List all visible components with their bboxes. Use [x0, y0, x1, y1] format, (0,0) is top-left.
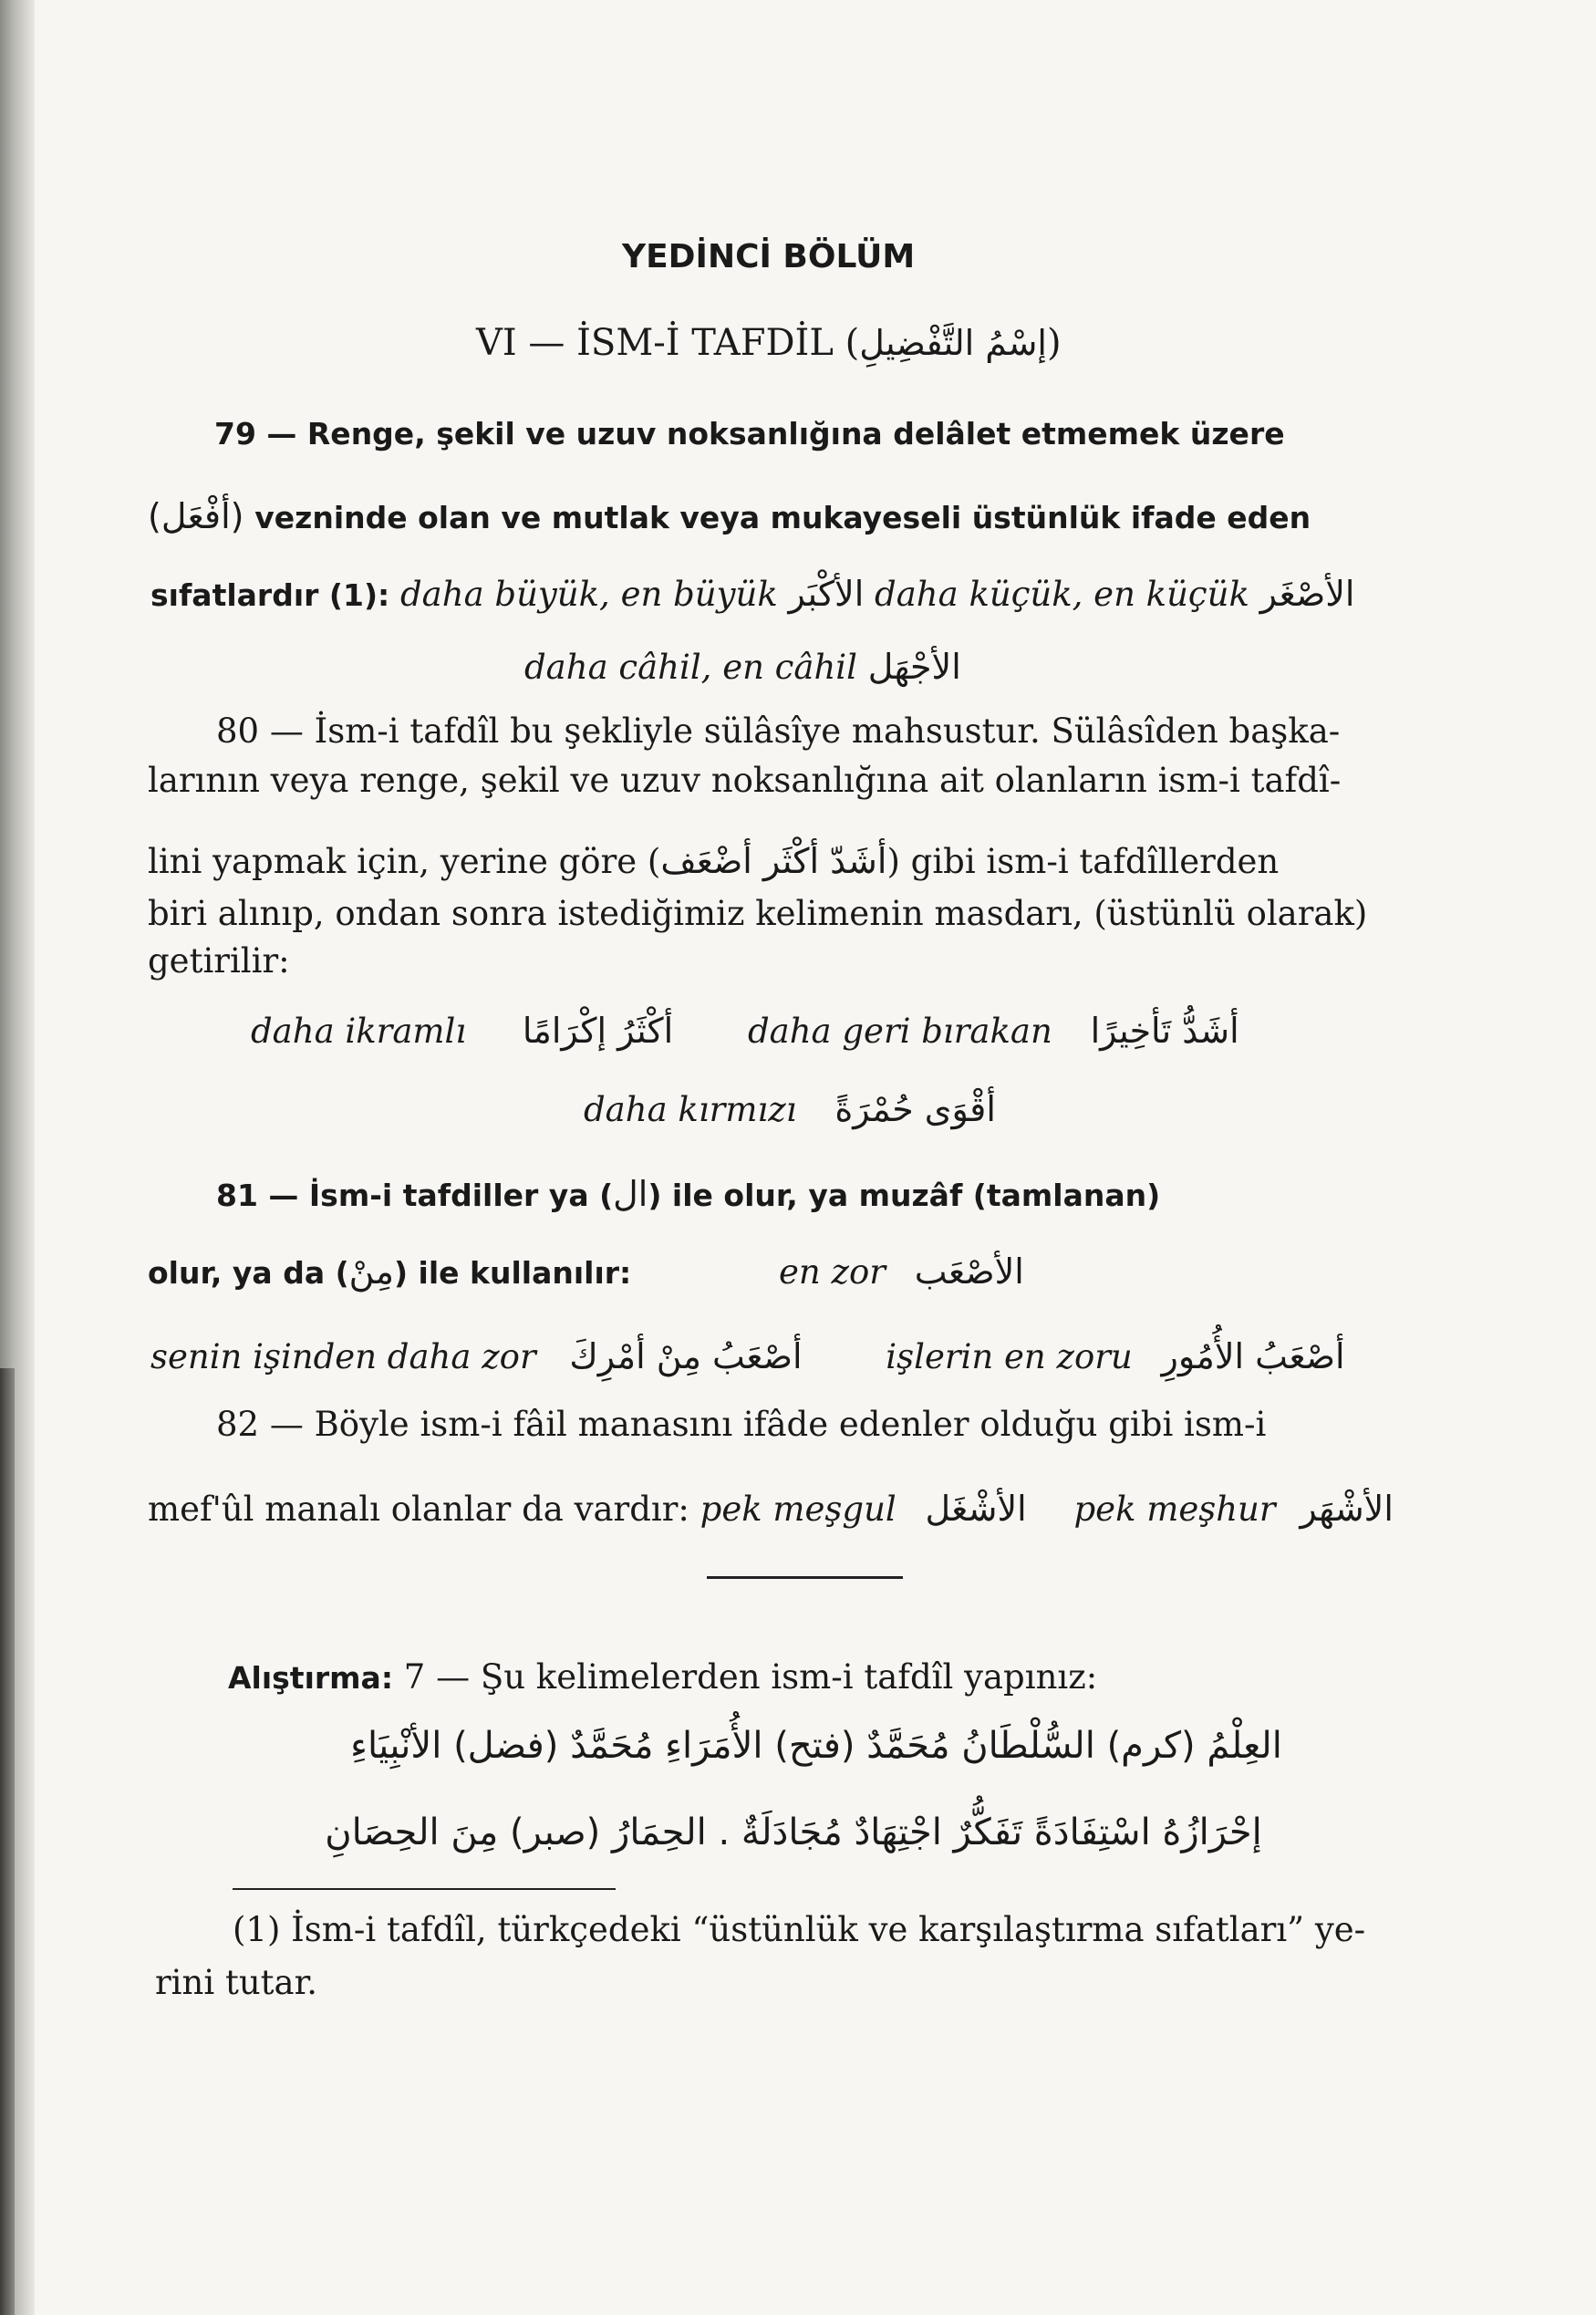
page-edge-dark [0, 1368, 15, 2315]
p80-line3 [148, 839, 1279, 884]
p80-arabic-1: أكْثَرُ إكْرَامًا [522, 1011, 674, 1051]
p81-example-3: işlerin en zoru [886, 1337, 1133, 1376]
exercise-arabic-row1: العِلْمُ (كرم) السُّلْطَانُ مُحَمَّدٌ (فتح) الأُمَرَاءِ مُحَمَّدٌ (فضل) الأنْبِيَاءِ [350, 1725, 1282, 1767]
chapter-title: YEDİNCİ BÖLÜM [622, 238, 916, 275]
p81-line2 [148, 1250, 1024, 1295]
section-heading [476, 321, 1062, 365]
p80-line3-a: lini yapmak için, yerine göre ( [148, 842, 661, 881]
p81-line1 [216, 1172, 1160, 1218]
p79-line1: 79 — Renge, şekil ve uzuv noksanlığına delâlet etmemek üzere [214, 416, 1285, 452]
p80-line4: biri alınıp, ondan sonra istediğimiz kelimenin masdarı, (üstünlü olarak) [148, 894, 1368, 933]
p81-al-arabic: ال [613, 1174, 648, 1214]
p82-line2 [148, 1487, 1394, 1531]
section-heading-suffix: ) [1047, 322, 1062, 364]
p79-line2 [148, 494, 1311, 540]
p81-line1-b: ) ile olur, ya muzâf (tamlanan) [648, 1178, 1161, 1213]
exercise-text: 7 — Şu kelimelerden ism-i tafdîl yapınız: [403, 1657, 1098, 1697]
footnote-line1: (1) İsm-i tafdîl, türkçedeki “üstünlük ve karşılaştırma sıfatları” ye- [233, 1910, 1366, 1949]
p79-example-1: daha büyük, en büyük [400, 575, 778, 614]
p81-line1-a: 81 — İsm-i tafdiller ya ( [216, 1178, 614, 1213]
p79-line3 [150, 572, 1354, 618]
p80-arabic-3: أقْوَى حُمْرَةً [834, 1089, 996, 1129]
p80-line1: 80 — İsm-i tafdîl bu şekliyle sülâsîye mahsustur. Sülâsîden başka- [216, 711, 1341, 751]
p80-example-2: daha geri bırakan [747, 1012, 1052, 1051]
p80-line3-b: ) gibi ism-i tafdîllerden [886, 842, 1280, 881]
p79-line4 [524, 645, 961, 690]
p82-arabic-2: الأشْهَر [1300, 1489, 1394, 1529]
p80-line2: larının veya renge, şekil ve uzuv noksanlığına ait olanların ism-i tafdî- [148, 761, 1342, 800]
p81-line2-a: olur, ya da ( [148, 1255, 349, 1291]
p79-arabic-2: الأصْغَر [1259, 574, 1355, 614]
p79-arabic-3: الأجْهَل [867, 647, 961, 687]
p81-arabic-1: الأصْعَب [914, 1251, 1024, 1292]
p80-examples-row2 [584, 1087, 996, 1132]
exercise-heading [228, 1656, 1097, 1700]
p81-example-2: senin işinden daha zor [150, 1337, 536, 1376]
p82-line1: 82 — Böyle ism-i fâil manasını ifâde edenler olduğu gibi ism-i [216, 1405, 1267, 1444]
p82-line2-a: mef'ûl manalı olanlar da vardır: [148, 1490, 689, 1529]
p81-line2-b: ) ile kullanılır: [393, 1255, 632, 1291]
p82-example-2: pek meşhur [1073, 1490, 1276, 1529]
section-heading-arabic: إسْمُ التَّفْضِيلِ [859, 323, 1047, 363]
p82-example-1: pek meşgul [700, 1490, 896, 1529]
section-divider [707, 1576, 903, 1579]
p80-arabic-2: أشَدُّ تَأخِيرًا [1090, 1011, 1239, 1051]
p81-arabic-3: أصْعَبُ الأُمُورِ [1161, 1336, 1345, 1376]
p80-examples-row1 [251, 1009, 1239, 1054]
p80-arabic-list: أشَدّ أكْثَر أضْعَف [660, 841, 887, 881]
p79-example-3: daha câhil, en câhil [524, 648, 857, 687]
p80-example-1: daha ikramlı [251, 1012, 467, 1051]
footnote-rule [233, 1888, 616, 1890]
p79-afal-arabic: (أفْعَل) [148, 496, 244, 536]
p80-line5: getirilir: [148, 941, 290, 981]
exercise-arabic-row2: إحْرَازُهُ اسْتِفَادَةً تَفَكُّرٌ اجْتِهَادٌ مُجَادَلَةٌ . الحِمَارُ (صبر) مِنَ الحِصَانِ [325, 1812, 1262, 1853]
p79-example-2: daha küçük, en küçük [875, 575, 1249, 614]
p79-arabic-1: الأكْبَر [788, 574, 865, 614]
p79-line2-text: vezninde olan ve mutlak veya mukayeseli üstünlük ifade eden [254, 500, 1311, 535]
footnote-line2: rini tutar. [155, 1963, 317, 2002]
p80-example-3: daha kırmızı [584, 1090, 797, 1129]
p81-line3 [150, 1334, 1345, 1379]
exercise-label: Alıştırma: [228, 1660, 394, 1696]
p81-arabic-2: أصْعَبُ مِنْ أمْرِكَ [569, 1336, 803, 1376]
p81-min-arabic: مِنْ [348, 1251, 394, 1292]
p79-line3-lead: sıfatlardır (1): [150, 577, 390, 613]
section-heading-prefix: VI — İSM-İ TAFDİL ( [476, 322, 860, 364]
p82-arabic-1: الأشْغَل [925, 1489, 1027, 1529]
p81-example-1: en zor [779, 1252, 886, 1292]
